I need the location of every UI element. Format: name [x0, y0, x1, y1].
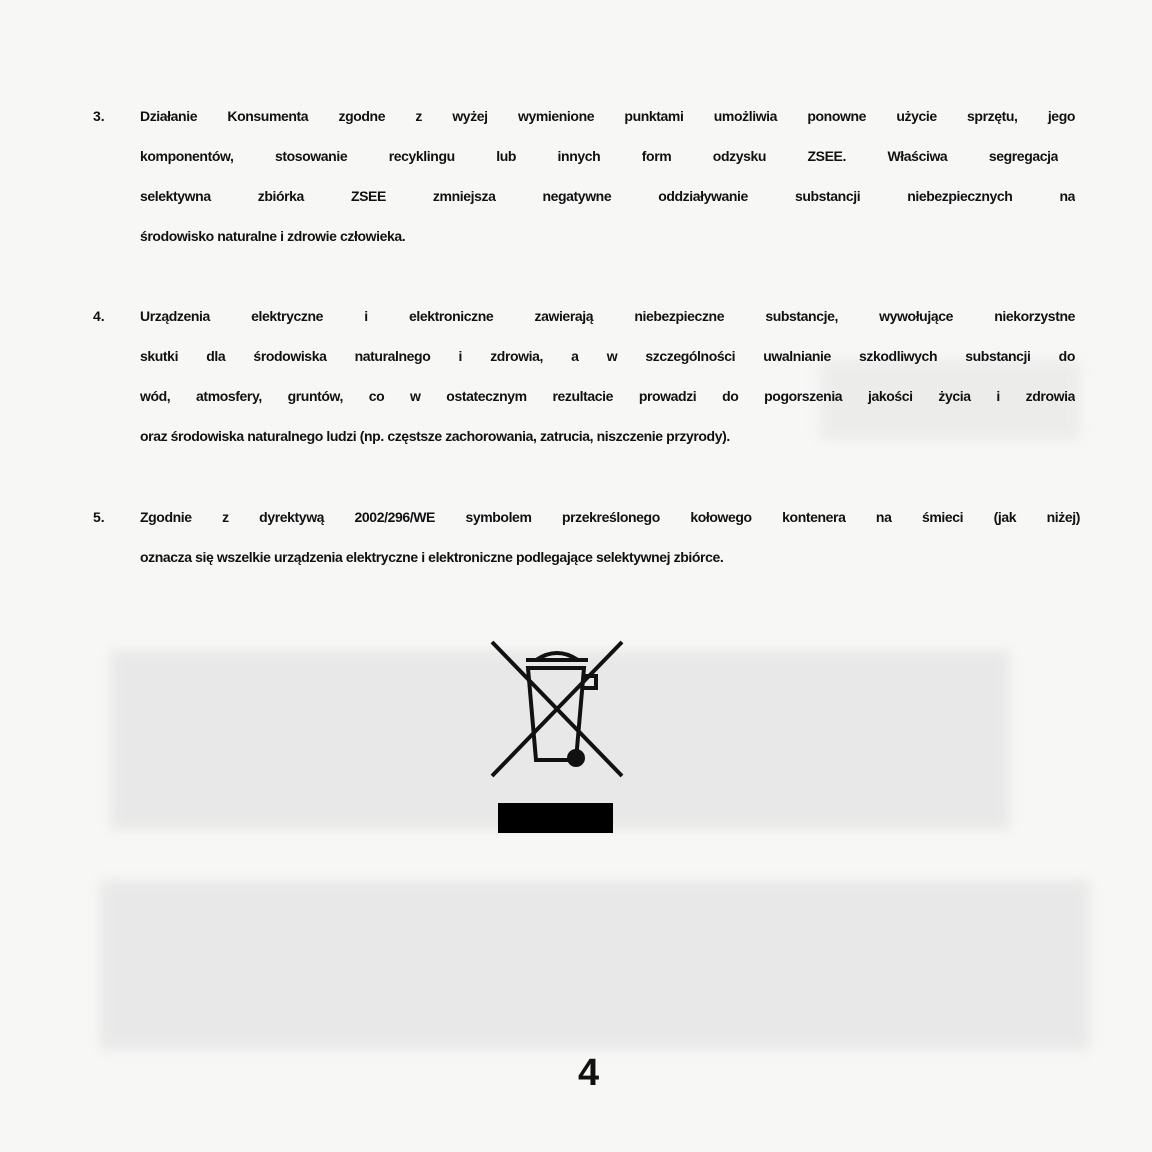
paragraph-line: Działanie Konsumenta zgodne z wyżej wymienione punktami umożliwia ponowne użycie sprzętu, jego	[140, 108, 1075, 124]
paragraph-line: oraz środowiska naturalnego ludzi (np. częstsze zachorowania, zatrucia, niszczenie przyrody).	[140, 428, 730, 444]
crossed-out-wheelie-bin-icon	[488, 638, 626, 780]
black-bar-marking	[498, 803, 613, 833]
paragraph-line: skutki dla środowiska naturalnego i zdrowia, a w szczególności uwalnianie szkodliwych substancji do	[140, 348, 1075, 364]
paragraph-line: Zgodnie z dyrektywą 2002/296/WE symbolem przekreślonego kołowego kontenera na śmieci (jak niżej)	[140, 509, 1080, 525]
paragraph-line: selektywna zbiórka ZSEE zmniejsza negatywne oddziaływanie substancji niebezpiecznych na	[140, 188, 1075, 204]
paragraph-line: oznacza się wszelkie urządzenia elektryczne i elektroniczne podlegające selektywnej zbiórce.	[140, 549, 724, 565]
paragraph-line: Urządzenia elektryczne i elektroniczne zawierają niebezpieczne substancje, wywołujące niekorzystne	[140, 308, 1075, 324]
paragraph-line: komponentów, stosowanie recyklingu lub innych form odzysku ZSEE. Właściwa segregacja	[140, 148, 1058, 164]
page-number: 4	[578, 1052, 600, 1094]
bleed-through-shadow	[100, 880, 1090, 1050]
paragraph-line: wód, atmosfery, gruntów, co w ostatecznym rezultacie prowadzi do pogorszenia jakości życia i zdrowia	[140, 388, 1075, 404]
section-number: 3.	[93, 108, 105, 124]
paragraph-line: środowisko naturalne i zdrowie człowieka.	[140, 228, 406, 244]
section-number: 5.	[93, 509, 105, 525]
section-number: 4.	[93, 308, 105, 324]
